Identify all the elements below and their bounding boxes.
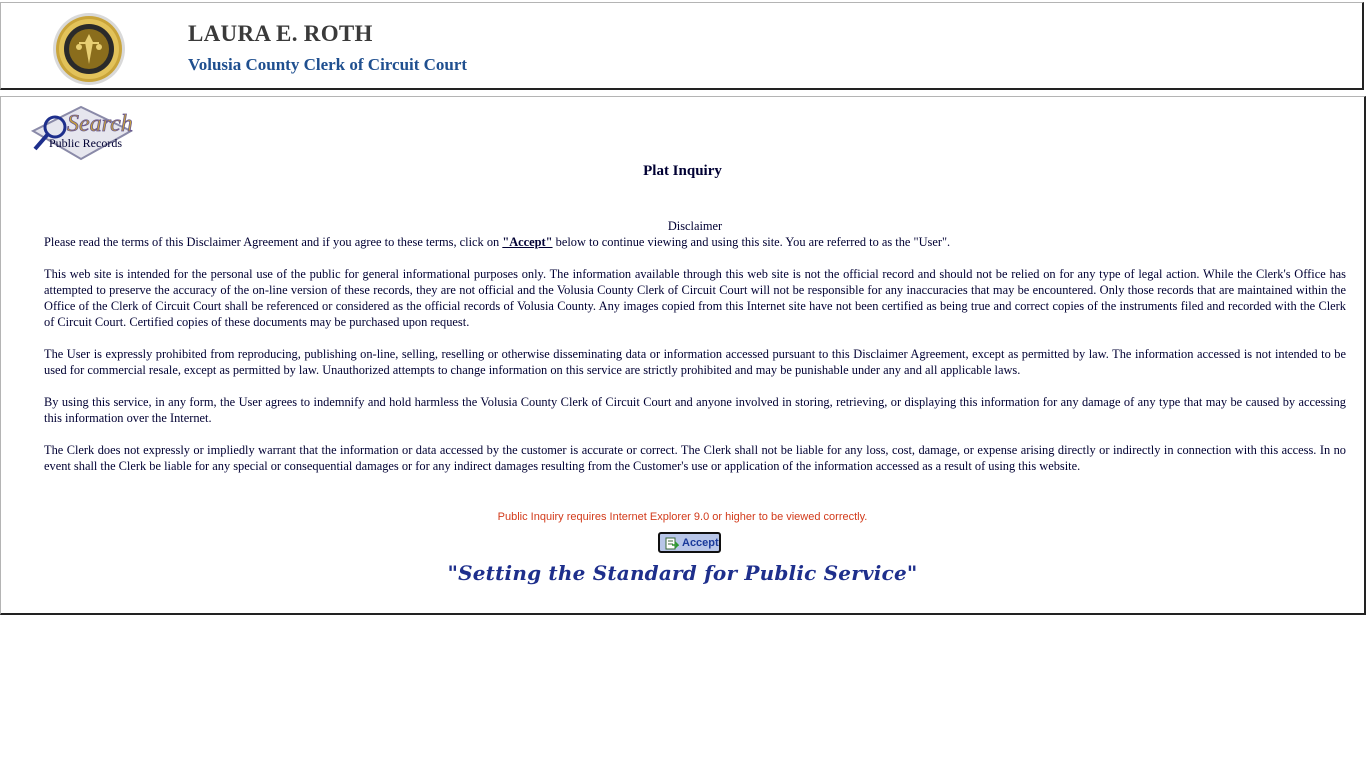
disclaimer-paragraph: The User is expressly prohibited from reproducing, publishing on-line, selling, reselling or otherwise disseminating data or information accessed pursuant to this Disclaimer Agreement, except as permitted by law. The information accessed is not intended to be used for commercial resale, except as permitted by law. Unauthorized attempts to change information on this service are strictly prohibited and may be punishable under any and all applicable laws. bbox=[44, 347, 1346, 377]
accept-document-icon bbox=[665, 536, 679, 550]
magnifying-glass-icon bbox=[27, 103, 135, 161]
slogan: "Setting the Standard for Public Service" bbox=[447, 561, 918, 585]
disclaimer-paragraph: By using this service, in any form, the User agrees to indemnify and hold harmless the Volusia County Clerk of Circuit Court and anyone involved in storing, retrieving, or displaying this information for any damage of any type that may be caused by accessing this information over the Internet. bbox=[44, 395, 1346, 425]
disclaimer-intro bbox=[44, 234, 1346, 250]
search-logo-caption: Public Records bbox=[49, 136, 122, 150]
search-logo-word: Search bbox=[67, 111, 133, 137]
browser-requirement-notice: Public Inquiry requires Internet Explorer 9.0 or higher to be viewed correctly. bbox=[497, 511, 868, 523]
page-header bbox=[0, 2, 1364, 90]
disclaimer-text bbox=[44, 218, 1346, 490]
disclaimer-paragraph: This web site is intended for the personal use of the public for general informational purposes only. The information available through this web site is not the official record and should not be relied on for any type of legal action. While the Clerk's Office has attempted to preserve the accuracy of the on-line version of these records, they are not official and the Volusia County Clerk of Circuit Court will not be responsible for any inaccuracies that may be encountered. Only those records that are maintained within the Office of the Clerk of Circuit Court shall be referenced or considered as the official records of Volusia County. Any images copied from this Internet site have not been certified as being true and correct copies of the instruments filed and recorded with the Clerk of Circuit Court. Certified copies of these documents may be purchased upon request. bbox=[44, 267, 1346, 329]
clerk-office-title: Volusia County Clerk of Circuit Court bbox=[188, 55, 468, 74]
accept-button-label: Accept bbox=[682, 536, 719, 549]
accept-link[interactable]: "Accept" bbox=[502, 235, 553, 249]
clerk-name: LAURA E. ROTH bbox=[188, 21, 373, 46]
county-clerk-seal-icon bbox=[52, 12, 126, 86]
page-title: Plat Inquiry bbox=[643, 163, 722, 179]
accept-button[interactable] bbox=[658, 532, 721, 553]
disclaimer-panel bbox=[0, 96, 1366, 615]
search-public-records-logo bbox=[27, 103, 135, 161]
intro-text-after: below to continue viewing and using this site. You are referred to as the "User". bbox=[552, 235, 951, 249]
disclaimer-paragraph: The Clerk does not expressly or impliedly warrant that the information or data accessed by the customer is accurate or correct. The Clerk shall not be liable for any loss, cost, damage, or expense arising directly or indirectly in connection with this access. In no event shall the Clerk be liable for any special or consequential damages or for any indirect damages resulting from the Customer's use or application of the information accessed as a result of using this website. bbox=[44, 443, 1346, 473]
disclaimer-heading: Disclaimer bbox=[667, 219, 723, 233]
intro-text-before: Please read the terms of this Disclaimer Agreement and if you agree to these terms, click on bbox=[44, 235, 503, 249]
